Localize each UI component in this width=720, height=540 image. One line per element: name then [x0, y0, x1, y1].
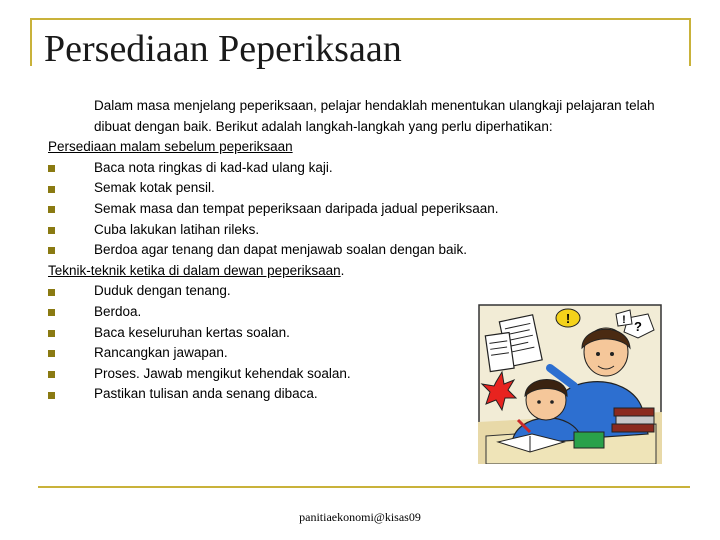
bullet-text: Berdoa.: [94, 303, 142, 319]
section-heading-exam-hall: Teknik-teknik ketika di dalam dewan peperiksaan: [48, 262, 341, 278]
square-bullet-icon: [48, 330, 55, 337]
bullet-text: Semak kotak pensil.: [94, 180, 215, 196]
left-border-line: [30, 18, 32, 66]
bubble-mark: !: [622, 314, 626, 326]
bullet-text: Semak masa dan tempat peperiksaan daripada jadual peperiksaan.: [94, 200, 499, 216]
bubble-mark: !: [565, 311, 571, 326]
students-studying-illustration: [478, 304, 662, 464]
bullet-text: Rancangkan jawapan.: [94, 345, 228, 361]
bullet-text: Baca keseluruhan kertas soalan.: [94, 324, 290, 340]
heading-period: .: [340, 262, 345, 278]
bullet-text: Cuba lakukan latihan rileks.: [94, 221, 260, 237]
square-bullet-icon: [48, 206, 55, 213]
intro-paragraph: Dalam masa menjelang peperiksaan, pelajar hendaklah menentukan ulangkaji pelajaran telah dibuat dengan baik. Berikut adalah langkah-langkah yang perlu diperhatikan:: [94, 98, 655, 134]
top-border-line: [30, 18, 690, 20]
square-bullet-icon: [48, 392, 55, 399]
bullet-item: [48, 158, 658, 179]
bullet-text: Proses. Jawab mengikut kehendak soalan.: [94, 365, 351, 381]
bubble-mark: ?: [634, 319, 642, 334]
right-border-line: [689, 18, 691, 66]
square-bullet-icon: [48, 371, 55, 378]
square-bullet-icon: [48, 227, 55, 234]
bullet-item: [48, 281, 658, 302]
square-bullet-icon: [48, 186, 55, 193]
square-bullet-icon: [48, 165, 55, 172]
bullet-item: [48, 240, 658, 261]
square-bullet-icon: [48, 247, 55, 254]
section-heading-exam-hall-row: [48, 261, 658, 282]
bullet-text: Pastikan tulisan anda senang dibaca.: [94, 386, 318, 402]
bullet-item: [48, 220, 658, 241]
footer-text: panitiaekonomi@kisas09: [299, 510, 421, 524]
bullet-item: [48, 178, 658, 199]
page-title: Persediaan Peperiksaan: [44, 28, 402, 70]
square-bullet-icon: [48, 350, 55, 357]
bullet-text: Berdoa agar tenang dan dapat menjawab soalan dengan baik.: [94, 242, 468, 258]
square-bullet-icon: [48, 309, 55, 316]
bullet-text: Duduk dengan tenang.: [94, 283, 231, 299]
bullet-item: [48, 199, 658, 220]
bottom-border-line: [38, 486, 690, 488]
square-bullet-icon: [48, 289, 55, 296]
bullet-text: Baca nota ringkas di kad-kad ulang kaji.: [94, 159, 333, 175]
section-heading-night-before: Persediaan malam sebelum peperiksaan: [48, 139, 293, 155]
